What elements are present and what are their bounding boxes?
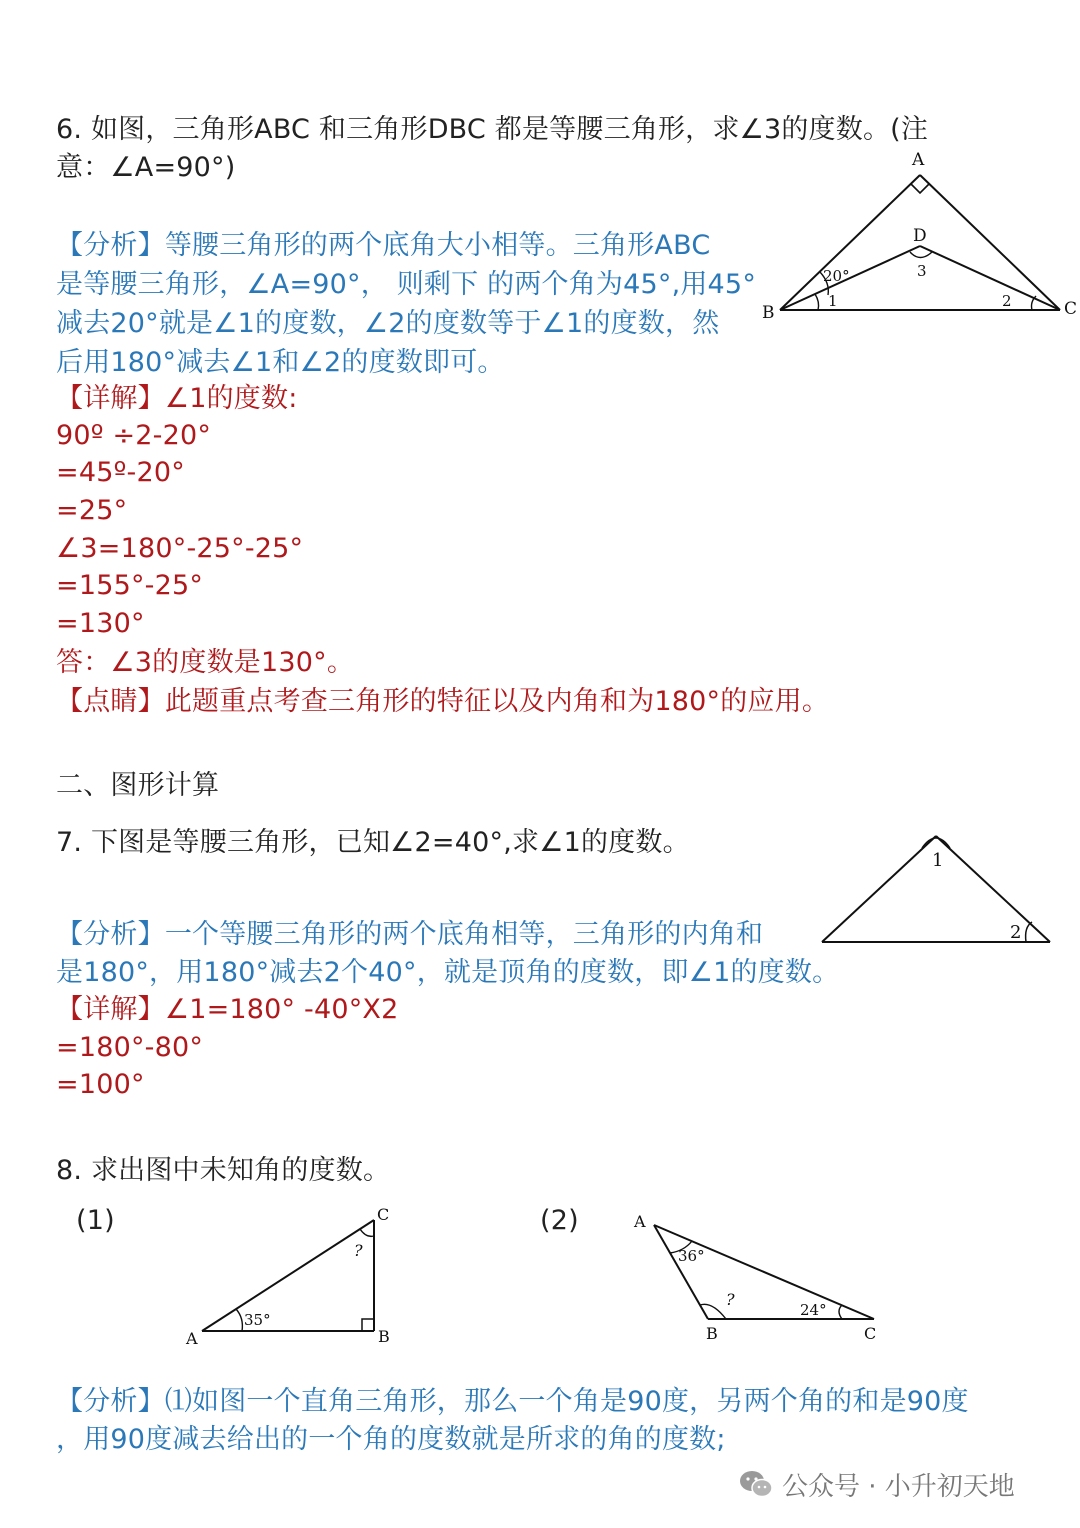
q7-analysis-text: 一个等腰三角形的两个底角相等，三角形的内角和 — [164, 919, 764, 950]
angle-3-label: 3 — [917, 262, 927, 280]
q6-analysis-line4: 后用180°减去∠1和∠2的度数即可。 — [56, 347, 505, 378]
q6-analysis-line3: 减去20°就是∠1的度数，∠2的度数等于∠1的度数，然 — [56, 308, 720, 339]
q6-step: =25° — [56, 495, 128, 526]
q8-analysis-text: ⑴如图一个直角三角形，那么一个角是90度，另两个角的和是90度 — [164, 1386, 969, 1417]
q7-step: =100° — [56, 1069, 145, 1100]
angle-1-label: 1 — [932, 850, 944, 871]
point-tag: 【点睛】 — [56, 686, 165, 717]
watermark-text: 公众号 · 小升初天地 — [782, 1471, 1015, 1502]
angle-36-label: 36° — [678, 1247, 705, 1265]
q6-analysis-text: 等腰三角形的两个底角大小相等。三角形ABC — [164, 230, 711, 261]
q6-detail-line1 — [56, 381, 298, 417]
angle-2-label: 2 — [1010, 922, 1022, 943]
q6-detail-text: ∠1的度数: — [164, 383, 298, 414]
wechat-icon — [738, 1469, 774, 1499]
q7-isosceles-figure — [812, 826, 1062, 946]
vertex-c-label: C — [377, 1205, 390, 1224]
q6-step: 90º ÷2-20° — [56, 420, 212, 451]
q6-point-text: 此题重点考查三角形的特征以及内角和为180°的应用。 — [164, 686, 830, 717]
q6-triangle-figure — [760, 148, 1080, 323]
q8-sub2-label: (2) — [540, 1205, 579, 1236]
section-heading: 二、图形计算 — [56, 770, 220, 801]
unknown-angle-label: ? — [726, 1290, 735, 1309]
vertex-b-label: B — [762, 303, 775, 323]
q6-point-line — [56, 684, 829, 720]
detail-tag: 【详解】 — [56, 383, 165, 414]
vertex-b-label: B — [378, 1327, 390, 1346]
angle-24-label: 24° — [800, 1301, 827, 1319]
watermark — [738, 1464, 1015, 1504]
q7-title: 7. 下图是等腰三角形，已知∠2=40°,求∠1的度数。 — [56, 827, 690, 858]
q8-obtuse-triangle-figure — [630, 1205, 890, 1345]
vertex-c-label: C — [1064, 299, 1078, 319]
angle-1-label: 1 — [828, 292, 838, 310]
q8-title: 8. 求出图中未知角的度数。 — [56, 1155, 391, 1186]
angle-2-label: 2 — [1002, 292, 1012, 310]
q8-analysis-line1 — [56, 1384, 969, 1420]
unknown-angle-label: ? — [354, 1241, 363, 1260]
vertex-a-label: A — [634, 1212, 646, 1231]
vertex-d-label: D — [913, 226, 927, 246]
q6-title-line2: 意：∠A=90°) — [56, 152, 236, 183]
q7-analysis-line1 — [56, 917, 763, 953]
q7-detail-text: ∠1=180° -40°X2 — [164, 994, 399, 1025]
vertex-c-label: C — [864, 1324, 877, 1343]
q6-step: =130° — [56, 608, 145, 639]
q6-answer: 答：∠3的度数是130°。 — [56, 647, 355, 678]
analysis-tag: 【分析】 — [56, 919, 165, 950]
q6-title-line1: 6. 如图，三角形ABC 和三角形DBC 都是等腰三角形，求∠3的度数。(注 — [56, 114, 929, 145]
angle-20-label: 20° — [823, 267, 850, 285]
q8-right-triangle-figure — [180, 1200, 410, 1350]
q7-detail-line1 — [56, 992, 399, 1028]
q7-analysis-line2: 是180°，用180°减去2个40°，就是顶角的度数，即∠1的度数。 — [56, 957, 840, 988]
q8-analysis-line2: ，用90度减去给出的一个角的度数就是所求的角的度数; — [56, 1424, 726, 1455]
vertex-a-label: A — [186, 1329, 198, 1348]
detail-tag: 【详解】 — [56, 994, 165, 1025]
q8-sub1-label: (1) — [76, 1205, 115, 1236]
q6-step: =45º-20° — [56, 457, 185, 488]
q6-analysis-line2: 是等腰三角形，∠A=90°， 则剩下 的两个角为45°,用45° — [56, 269, 757, 300]
q6-step: ∠3=180°-25°-25° — [56, 533, 304, 564]
analysis-tag: 【分析】 — [56, 1386, 165, 1417]
angle-35-label: 35° — [244, 1311, 271, 1329]
vertex-b-label: B — [706, 1324, 718, 1343]
vertex-a-label: A — [912, 150, 925, 170]
q6-analysis-line1 — [56, 228, 710, 264]
q6-step: =155°-25° — [56, 570, 204, 601]
analysis-tag: 【分析】 — [56, 230, 165, 261]
q7-step: =180°-80° — [56, 1032, 204, 1063]
